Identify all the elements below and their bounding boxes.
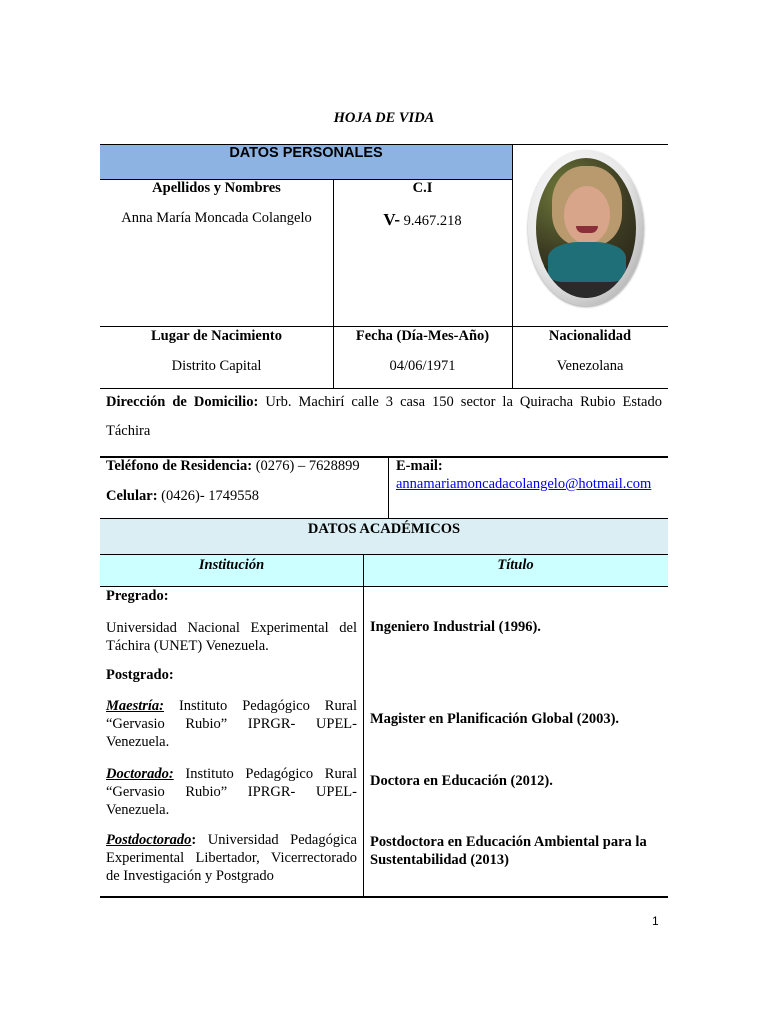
academic-header: DATOS ACADÉMICOS (307, 521, 461, 537)
birthplace-label: Lugar de Nacimiento (150, 328, 283, 344)
phone-line (106, 458, 360, 475)
postgrado-label: Postgrado: (106, 667, 174, 683)
phone-value: (0276) – 7628899 (255, 458, 360, 474)
doctorado-label: Doctorado: (106, 766, 174, 782)
pregrado-institution: Universidad Nacional Experimental del Táchira (UNET) Venezuela. (106, 620, 357, 654)
doctorado-institution: Doctorado: Instituto Pedagógico Rural “Gervasio Rubio” IPRGR- UPEL- Venezuela. (106, 766, 358, 818)
phone-label: Teléfono de Residencia: (106, 458, 253, 474)
postdoctorado-institution: Postdoctorado: Universidad Pedagógica Experimental Libertador, Vicerrectorado de Investigación y Postgrado (106, 832, 357, 884)
date-label: Fecha (Día-Mes-Año) (355, 328, 490, 344)
pregrado-title: Ingeniero Industrial (1996). (370, 619, 541, 635)
name-value: Anna María Moncada Colangelo (121, 210, 312, 226)
ci-prefix: V- (383, 210, 401, 229)
ci-label: C.I (412, 180, 433, 196)
address (106, 388, 662, 446)
profile-photo (528, 150, 644, 306)
ci-value: 9.467.218 (403, 213, 462, 229)
email-label: E-mail: (396, 458, 443, 474)
postdoctorado-title: Postdoctora en Educación Ambiental para la Sustentabilidad (2013) (370, 834, 647, 868)
email-link[interactable]: annamariamoncadacolangelo@hotmail.com (396, 476, 652, 492)
cell-line (106, 488, 259, 505)
birthplace-value: Distrito Capital (171, 358, 262, 374)
ci-value-line (333, 210, 512, 230)
cell-label: Celular: (106, 488, 158, 504)
date-value: 04/06/1971 (389, 358, 456, 374)
cell-value: (0426)- 1749558 (161, 488, 260, 504)
name-label: Apellidos y Nombres (152, 180, 281, 196)
personal-header: DATOS PERSONALES (229, 145, 383, 161)
page-number: 1 (652, 914, 659, 928)
maestria-title: Magister en Planificación Global (2003). (370, 711, 620, 727)
nationality-value: Venezolana (556, 358, 624, 374)
col-title: Título (497, 557, 534, 573)
maestria-institution: Maestría: Instituto Pedagógico Rural “Gervasio Rubio” IPRGR- UPEL- Venezuela. (106, 698, 358, 750)
pregrado-label: Pregrado: (106, 588, 169, 604)
postdoctorado-label: Postdoctorado (106, 832, 192, 848)
nationality-label: Nacionalidad (548, 328, 632, 344)
col-institution: Institución (198, 557, 265, 573)
maestria-label: Maestría: (106, 698, 164, 714)
doctorado-title: Doctora en Educación (2012). (370, 773, 553, 789)
document-title: HOJA DE VIDA (333, 110, 435, 126)
address-value: Urb. Machirí calle 3 casa 150 sector la Quiracha Rubio Estado Táchira (106, 394, 662, 439)
address-label: Dirección de Domicilio: (106, 394, 259, 410)
